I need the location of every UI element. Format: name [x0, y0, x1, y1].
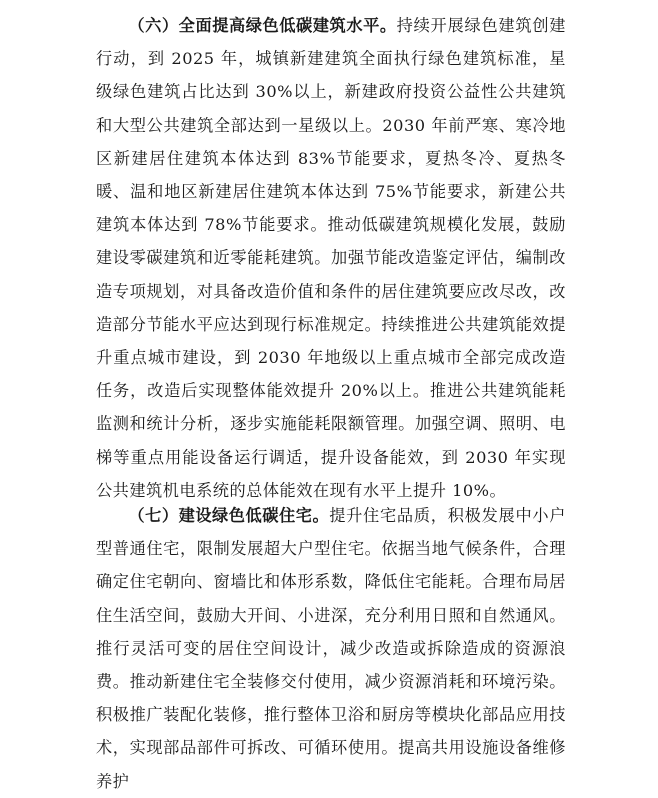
section-seven-paragraph: [96, 499, 566, 798]
section-seven-heading: （七）建设绿色低碳住宅。: [128, 506, 330, 525]
section-six-body: 持续开展绿色建筑创建行动，到 2025 年，城镇新建建筑全面执行绿色建筑标准，星级绿色建筑占比达到 30%以上，新建政府投资公益性公共建筑和大型公共建筑全部达到一星级以上。2030 年前严寒、寒冷地区新建居住建筑本体达到 83%节能要求，夏热冬冷、夏热冬暖、温和地区新建居住建筑本体达到 75%节能要求，新建公共建筑本体达到 78%节能要求。推动低碳建筑规模化发展，鼓励建设零碳建筑和近零能耗建筑。加强节能改造鉴定评估，编制改造专项规划，对具备改造价值和条件的居住建筑要应改尽改，改造部分节能水平应达到现行标准规定。持续推进公共建筑能效提升重点城市建设，到 2030 年地级以上重点城市全部完成改造任务，改造后实现整体能效提升 20%以上。推进公共建筑能耗监测和统计分析，逐步实施能耗限额管理。加强空调、照明、电梯等重点用能设备运行调适，提升设备能效，到 2030 年实现公共建筑机电系统的总体能效在现有水平上提升 10%。: [96, 16, 566, 500]
section-six-heading: （六）全面提高绿色低碳建筑水平。: [128, 16, 397, 35]
section-seven-body: 提升住宅品质，积极发展中小户型普通住宅，限制发展超大户型住宅。依据当地气候条件，合理确定住宅朝向、窗墙比和体形系数，降低住宅能耗。合理布局居住生活空间，鼓励大开间、小进深，充分利用日照和自然通风。推行灵活可变的居住空间设计，减少改造或拆除造成的资源浪费。推动新建住宅全装修交付使用，减少资源消耗和环境污染。积极推广装配化装修，推行整体卫浴和厨房等模块化部品应用技术，实现部品部件可拆改、可循环使用。提高共用设施设备维修养护: [96, 506, 566, 791]
section-six-paragraph: [96, 9, 566, 507]
